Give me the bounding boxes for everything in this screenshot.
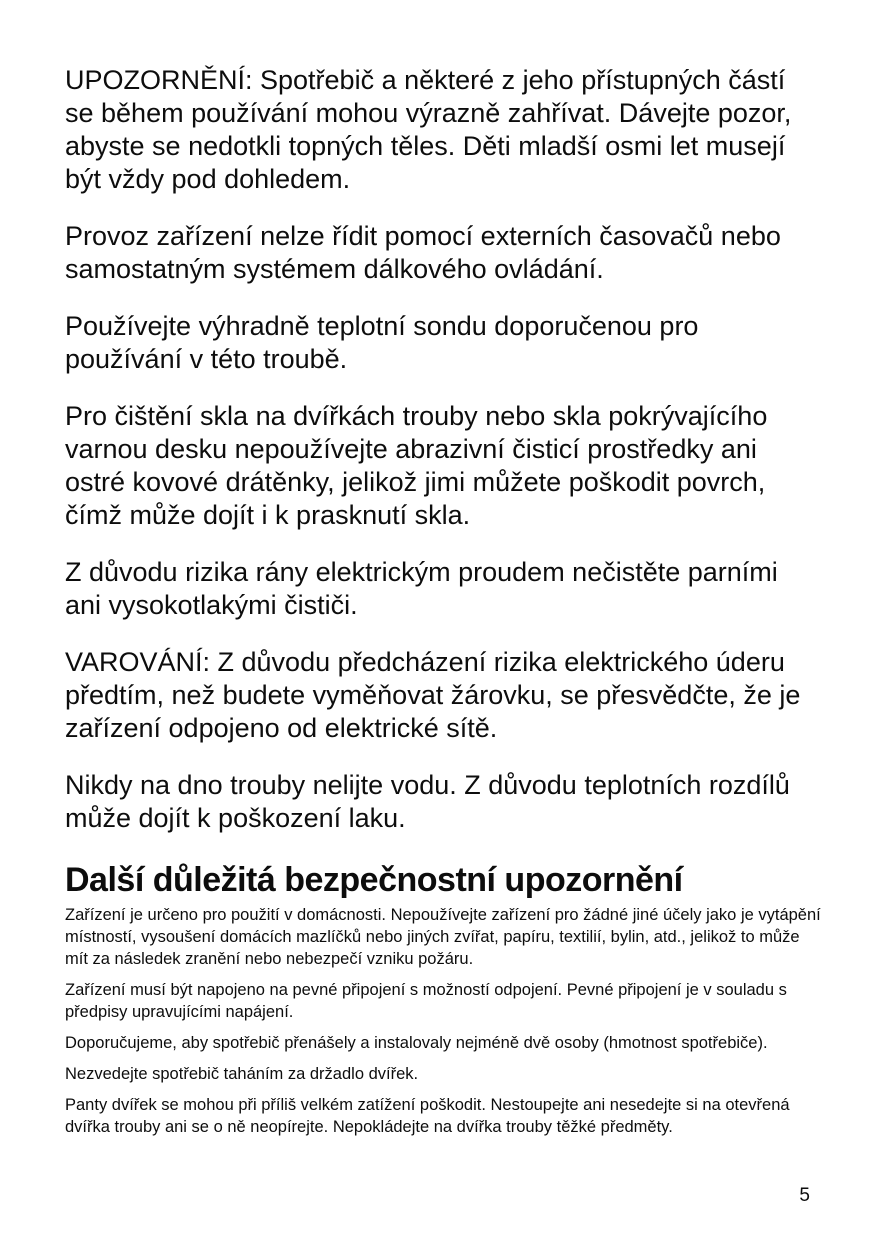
warning-paragraph-steam-cleaners: Z důvodu rizika rány elektrickým proudem nečistěte parními ani vysokotlakými čističi. xyxy=(65,557,778,620)
page-content xyxy=(65,64,821,1147)
note-paragraph-door-handle: Nezvedejte spotřebič taháním za držadlo dvířek. xyxy=(65,1065,419,1083)
warning-paragraph-external-timers: Provoz zařízení nelze řídit pomocí externích časovačů nebo samostatným systémem dálkového ovládání. xyxy=(65,221,781,284)
page-number: 5 xyxy=(799,1185,810,1206)
warning-paragraph-water-on-bottom: Nikdy na dno trouby nelijte vodu. Z důvodu teplotních rozdílů může dojít k poškození laku. xyxy=(65,770,790,833)
section-heading: Další důležitá bezpečnostní upozornění xyxy=(65,861,683,899)
warning-paragraph-bulb-replacement: VAROVÁNÍ: Z důvodu předcházení rizika elektrického úderu předtím, než budete vyměňovat žárovku, se přesvědčte, že je zařízení odpojeno od elektrické sítě. xyxy=(65,647,801,743)
warning-paragraph-attention: UPOZORNĚNÍ: Spotřebič a některé z jeho přístupných částí se během používání mohou výrazně zahřívat. Dávejte pozor, abyste se nedotkli topných těles. Děti mladší osmi let musejí být vždy pod dohledem. xyxy=(65,65,792,194)
note-paragraph-fixed-connection: Zařízení musí být napojeno na pevné připojení s možností odpojení. Pevné připojení je v souladu s předpisy upravujícími napájení. xyxy=(65,981,787,1021)
note-paragraph-household-use: Zařízení je určeno pro použití v domácnosti. Nepoužívejte zařízení pro žádné jiné účely jako je vytápění místností, vysoušení domácích mazlíčků nebo jiných zvířat, papíru, textilií, bylin, atd., jelikož to může mít za následek zranění nebo nebezpečí vzniku požáru. xyxy=(65,906,821,968)
warning-paragraph-glass-cleaning: Pro čištění skla na dvířkách trouby nebo skla pokrývajícího varnou desku nepoužívejte abrazivní čisticí prostředky ani ostré kovové drátěnky, jelikož jimi můžete poškodit povrch, čímž může dojít i k prasknutí skla. xyxy=(65,401,768,530)
note-paragraph-door-hinges: Panty dvířek se mohou při příliš velkém zatížení poškodit. Nestoupejte ani nesedejte si na otevřená dvířka trouby ani se o ně neopírejte. Nepokládejte na dvířka trouby těžké předměty. xyxy=(65,1096,790,1136)
warning-paragraph-temperature-probe: Používejte výhradně teplotní sondu doporučenou pro používání v této troubě. xyxy=(65,311,699,374)
note-paragraph-two-persons: Doporučujeme, aby spotřebič přenášely a instalovaly nejméně dvě osoby (hmotnost spotřebiče). xyxy=(65,1034,768,1052)
